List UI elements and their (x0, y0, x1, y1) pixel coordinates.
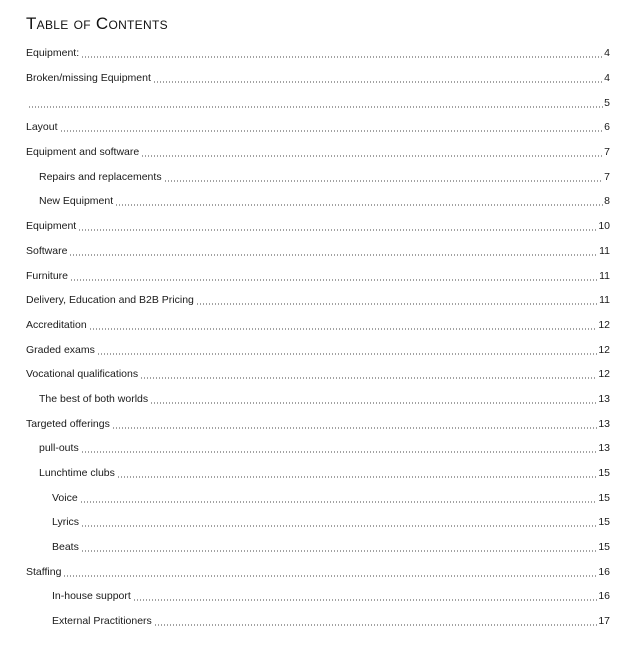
dot-leader (196, 303, 598, 305)
toc-entry-page-number[interactable]: 13 (598, 392, 610, 405)
dot-leader (69, 254, 598, 256)
toc-entry-page-number[interactable]: 17 (598, 615, 610, 628)
toc-entry-page-number[interactable]: 12 (598, 318, 610, 331)
dot-leader (28, 106, 603, 108)
toc-entry-text[interactable]: Furniture (26, 269, 69, 282)
toc-entry-page-number[interactable]: 13 (598, 442, 610, 455)
toc-entry[interactable] (0, 214, 640, 239)
toc-entry-text[interactable]: Delivery, Education and B2B Pricing (26, 294, 194, 307)
toc-entry-page-number[interactable]: 7 (604, 170, 610, 183)
toc-entry[interactable] (0, 387, 640, 412)
dot-leader (80, 501, 598, 503)
toc-entry[interactable] (0, 485, 640, 510)
toc-entry-page-number[interactable]: 16 (598, 565, 610, 578)
dot-leader (81, 525, 597, 527)
toc-entry[interactable] (0, 288, 640, 313)
toc-title: Table of Contents (26, 14, 168, 33)
dot-leader (115, 204, 603, 206)
toc-entry[interactable] (0, 609, 640, 634)
toc-entry-text[interactable]: Beats (52, 541, 79, 554)
dot-leader (81, 451, 598, 453)
dot-leader (112, 427, 597, 429)
toc-entry-page-number[interactable]: 12 (598, 343, 610, 356)
dot-leader (117, 476, 597, 478)
toc-entry-text[interactable]: Equipment and software (26, 146, 140, 159)
toc-entry-text[interactable]: Layout (26, 121, 58, 134)
toc-entry-text[interactable]: Staffing (26, 565, 62, 578)
toc-entry[interactable] (0, 362, 640, 387)
toc-entry[interactable] (0, 313, 640, 338)
toc-entry-text[interactable]: External Practitioners (52, 615, 152, 628)
toc-entry[interactable] (0, 510, 640, 535)
toc-entry-text[interactable]: Accreditation (26, 318, 87, 331)
toc-entry[interactable] (0, 263, 640, 288)
toc-entry-text[interactable]: Broken/missing Equipment (26, 72, 151, 85)
toc-entry-page-number[interactable]: 11 (599, 269, 610, 282)
toc-entry[interactable] (0, 535, 640, 560)
toc-entry-text[interactable]: Lunchtime clubs (39, 467, 115, 480)
toc-entry[interactable] (0, 584, 640, 609)
toc-entry-text[interactable]: Repairs and replacements (39, 170, 162, 183)
toc-entry-text[interactable]: pull-outs (39, 442, 79, 455)
toc-entry-text[interactable]: Graded exams (26, 343, 95, 356)
toc-entry[interactable] (0, 337, 640, 362)
dot-leader (89, 328, 598, 330)
toc-entry-page-number[interactable]: 11 (599, 244, 610, 257)
toc-entry-page-number[interactable]: 15 (598, 467, 610, 480)
dot-leader (133, 599, 598, 601)
dot-leader (153, 81, 603, 83)
toc-entry-text[interactable]: The best of both worlds (39, 392, 149, 405)
toc-entry[interactable] (0, 436, 640, 461)
dot-leader (81, 550, 597, 552)
toc-entry[interactable] (0, 559, 640, 584)
toc-list (0, 41, 640, 634)
toc-entry-text[interactable]: Targeted offerings (26, 417, 110, 430)
toc-entry-page-number[interactable]: 11 (599, 294, 610, 307)
dot-leader (81, 56, 603, 58)
toc-entry-page-number[interactable]: 12 (598, 368, 610, 381)
toc-entry-page-number[interactable]: 15 (598, 491, 610, 504)
toc-entry-text[interactable]: In-house support (52, 590, 131, 603)
toc-entry[interactable] (0, 164, 640, 189)
toc-entry-page-number[interactable]: 10 (598, 220, 610, 233)
toc-entry-text[interactable]: New Equipment (39, 195, 114, 208)
toc-entry[interactable] (0, 189, 640, 214)
dot-leader (164, 180, 603, 182)
toc-entry-page-number[interactable]: 6 (604, 121, 610, 134)
toc-entry-text[interactable]: Vocational qualifications (26, 368, 139, 381)
toc-entry[interactable] (0, 41, 640, 66)
toc-entry[interactable] (0, 66, 640, 91)
dot-leader (60, 130, 603, 132)
toc-entry-text[interactable]: Equipment: (26, 47, 80, 60)
dot-leader (154, 624, 598, 626)
toc-entry-text[interactable]: Software (26, 244, 68, 257)
toc-entry[interactable] (0, 90, 640, 115)
dot-leader (63, 575, 597, 577)
toc-entry[interactable] (0, 411, 640, 436)
toc-entry-text[interactable]: Equipment (26, 220, 77, 233)
toc-entry-page-number[interactable]: 5 (604, 96, 610, 109)
toc-entry[interactable] (0, 239, 640, 264)
toc-entry[interactable] (0, 115, 640, 140)
dot-leader (150, 402, 597, 404)
toc-entry[interactable] (0, 140, 640, 165)
dot-leader (70, 279, 598, 281)
toc-entry-page-number[interactable]: 8 (604, 195, 610, 208)
toc-entry-page-number[interactable]: 15 (598, 516, 610, 529)
toc-entry-page-number[interactable]: 7 (604, 146, 610, 159)
toc-entry-page-number[interactable]: 13 (598, 417, 610, 430)
toc-entry-page-number[interactable]: 16 (598, 590, 610, 603)
toc-entry-page-number[interactable]: 15 (598, 541, 610, 554)
dot-leader (141, 155, 603, 157)
dot-leader (140, 377, 597, 379)
dot-leader (78, 229, 597, 231)
toc-entry-text[interactable]: Lyrics (52, 516, 80, 529)
toc-entry-text[interactable]: Voice (52, 491, 78, 504)
dot-leader (97, 353, 597, 355)
toc-entry-page-number[interactable]: 4 (604, 72, 610, 85)
toc-entry[interactable] (0, 461, 640, 486)
toc-entry-page-number[interactable]: 4 (604, 47, 610, 60)
